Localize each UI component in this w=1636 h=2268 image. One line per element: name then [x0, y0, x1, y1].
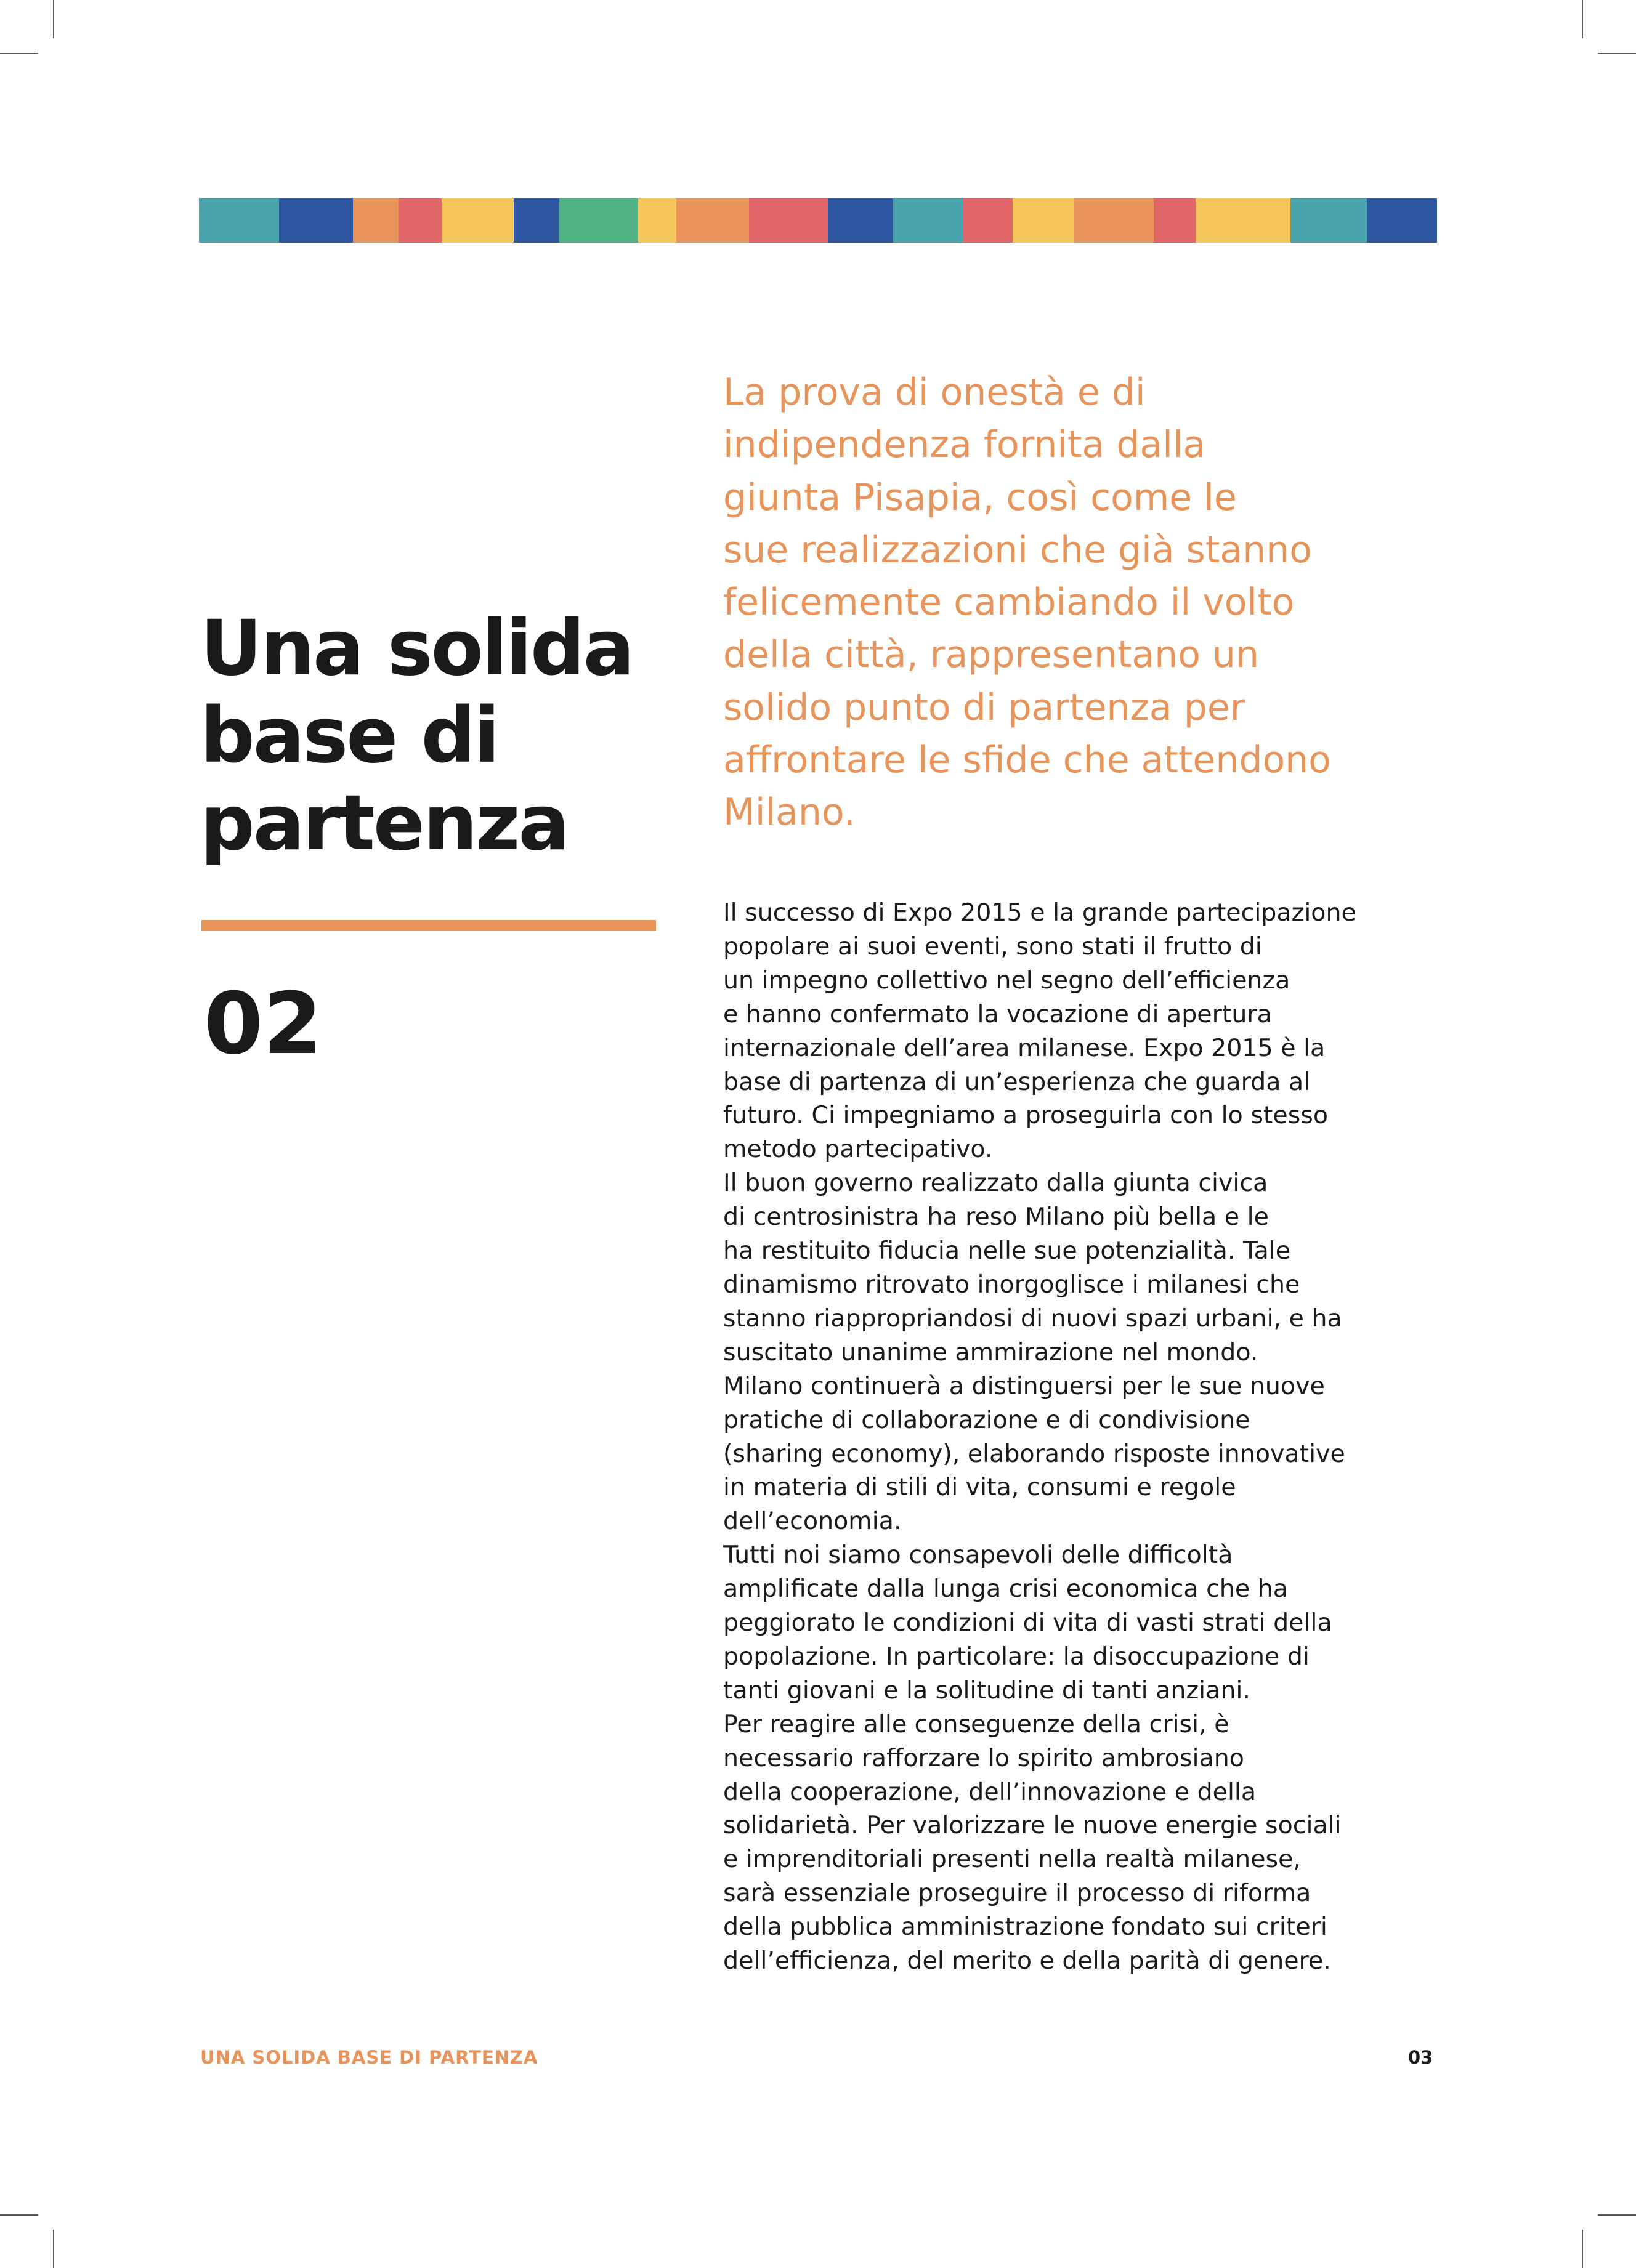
body-line: dell’economia. [723, 1507, 902, 1536]
color-bar-segment [1013, 198, 1074, 243]
page-number: 03 [1408, 2047, 1433, 2068]
lead-line: La prova di onestà e di [723, 371, 1146, 414]
body-line: e imprenditoriali presenti nella realtà milanese, [723, 1845, 1301, 1874]
color-bar-segment [1196, 198, 1290, 243]
crop-mark [53, 2230, 54, 2268]
color-bar-segment [279, 198, 353, 243]
body-line: in materia di stili di vita, consumi e regole [723, 1473, 1236, 1502]
color-bar-segment [828, 198, 893, 243]
lead-line: felicemente cambiando il volto [723, 581, 1295, 624]
color-bar-segment [514, 198, 559, 243]
lead-paragraph [723, 366, 1444, 839]
lead-line: solido punto di partenza per [723, 685, 1245, 729]
lead-line: affrontare le sfide che attendono [723, 738, 1331, 782]
lead-line: giunta Pisapia, così come le [723, 475, 1237, 519]
color-bar-segment [676, 198, 749, 243]
color-bar-segment [1367, 198, 1437, 243]
body-line: dinamismo ritrovato inorgoglisce i milanesi che [723, 1270, 1300, 1299]
body-line: dell’efficienza, del merito e della parità di genere. [723, 1947, 1331, 1975]
color-bar-segment [399, 198, 442, 243]
title-divider [201, 920, 656, 931]
body-line: amplificate dalla lunga crisi economica che ha [723, 1575, 1288, 1604]
body-line: della pubblica amministrazione fondato sui criteri [723, 1913, 1327, 1942]
body-line: tanti giovani e la solitudine di tanti anziani. [723, 1676, 1250, 1705]
body-line: Il buon governo realizzato dalla giunta civica [723, 1169, 1268, 1198]
lead-line: indipendenza fornita dalla [723, 423, 1206, 467]
lead-line: della città, rappresentano un [723, 633, 1260, 677]
lead-line: Milano. [723, 791, 856, 834]
body-line: solidarietà. Per valorizzare le nuove energie sociali [723, 1811, 1342, 1840]
body-line: pratiche di collaborazione e di condivisione [723, 1405, 1250, 1434]
body-line: Il successo di Expo 2015 e la grande partecipazione [723, 898, 1356, 927]
body-line: e hanno confermato la vocazione di apertura [723, 999, 1272, 1028]
color-bar [199, 198, 1437, 243]
body-line: futuro. Ci impegniamo a proseguirla con lo stesso [723, 1101, 1329, 1130]
crop-mark [53, 0, 54, 38]
body-line: della cooperazione, dell’innovazione e della [723, 1777, 1257, 1806]
crop-mark [1582, 0, 1583, 38]
body-line: popolazione. In particolare: la disoccupazione di [723, 1642, 1310, 1671]
color-bar-segment [638, 198, 676, 243]
body-line: Per reagire alle conseguenze della crisi, è [723, 1709, 1229, 1738]
crop-mark [1598, 53, 1636, 54]
body-line: necessario rafforzare lo spirito ambrosiano [723, 1743, 1244, 1772]
crop-mark [1598, 2214, 1636, 2216]
body-text [723, 896, 1444, 1978]
color-bar-segment [353, 198, 399, 243]
running-title: UNA SOLIDA BASE DI PARTENZA [200, 2047, 538, 2068]
body-line: di centrosinistra ha reso Milano più bella e le [723, 1203, 1269, 1232]
crop-mark [0, 53, 38, 54]
color-bar-segment [199, 198, 279, 243]
crop-mark [0, 2214, 38, 2216]
crop-mark [1582, 2230, 1583, 2268]
body-line: metodo partecipativo. [723, 1135, 993, 1164]
color-bar-segment [559, 198, 638, 243]
body-line: peggiorato le condizioni di vita di vasti strati della [723, 1608, 1332, 1637]
color-bar-segment [1074, 198, 1154, 243]
section-number: 02 [204, 974, 323, 1073]
color-bar-segment [749, 198, 828, 243]
body-line: popolare ai suoi eventi, sono stati il frutto di [723, 932, 1262, 961]
color-bar-segment [893, 198, 963, 243]
body-line: un impegno collettivo nel segno dell’efficienza [723, 966, 1290, 995]
body-line: internazionale dell’area milanese. Expo 2015 è la [723, 1033, 1326, 1062]
color-bar-segment [1290, 198, 1367, 243]
section-title: Una solida base di partenza [200, 604, 633, 868]
body-line: suscitato unanime ammirazione nel mondo. [723, 1338, 1258, 1366]
body-line: Milano continuerà a distinguersi per le sue nuove [723, 1371, 1325, 1400]
body-line: (sharing economy), elaborando risposte innovative [723, 1439, 1345, 1468]
body-line: stanno riappropriandosi di nuovi spazi urbani, e ha [723, 1304, 1342, 1333]
body-line: sarà essenziale proseguire il processo di riforma [723, 1879, 1311, 1908]
lead-line: sue realizzazioni che già stanno [723, 528, 1312, 571]
color-bar-segment [963, 198, 1013, 243]
body-line: base di partenza di un’esperienza che guarda al [723, 1067, 1311, 1096]
body-line: Tutti noi siamo consapevoli delle difficoltà [723, 1541, 1233, 1570]
body-line: ha restituito fiducia nelle sue potenzialità. Tale [723, 1237, 1291, 1265]
color-bar-segment [1154, 198, 1196, 243]
color-bar-segment [442, 198, 514, 243]
